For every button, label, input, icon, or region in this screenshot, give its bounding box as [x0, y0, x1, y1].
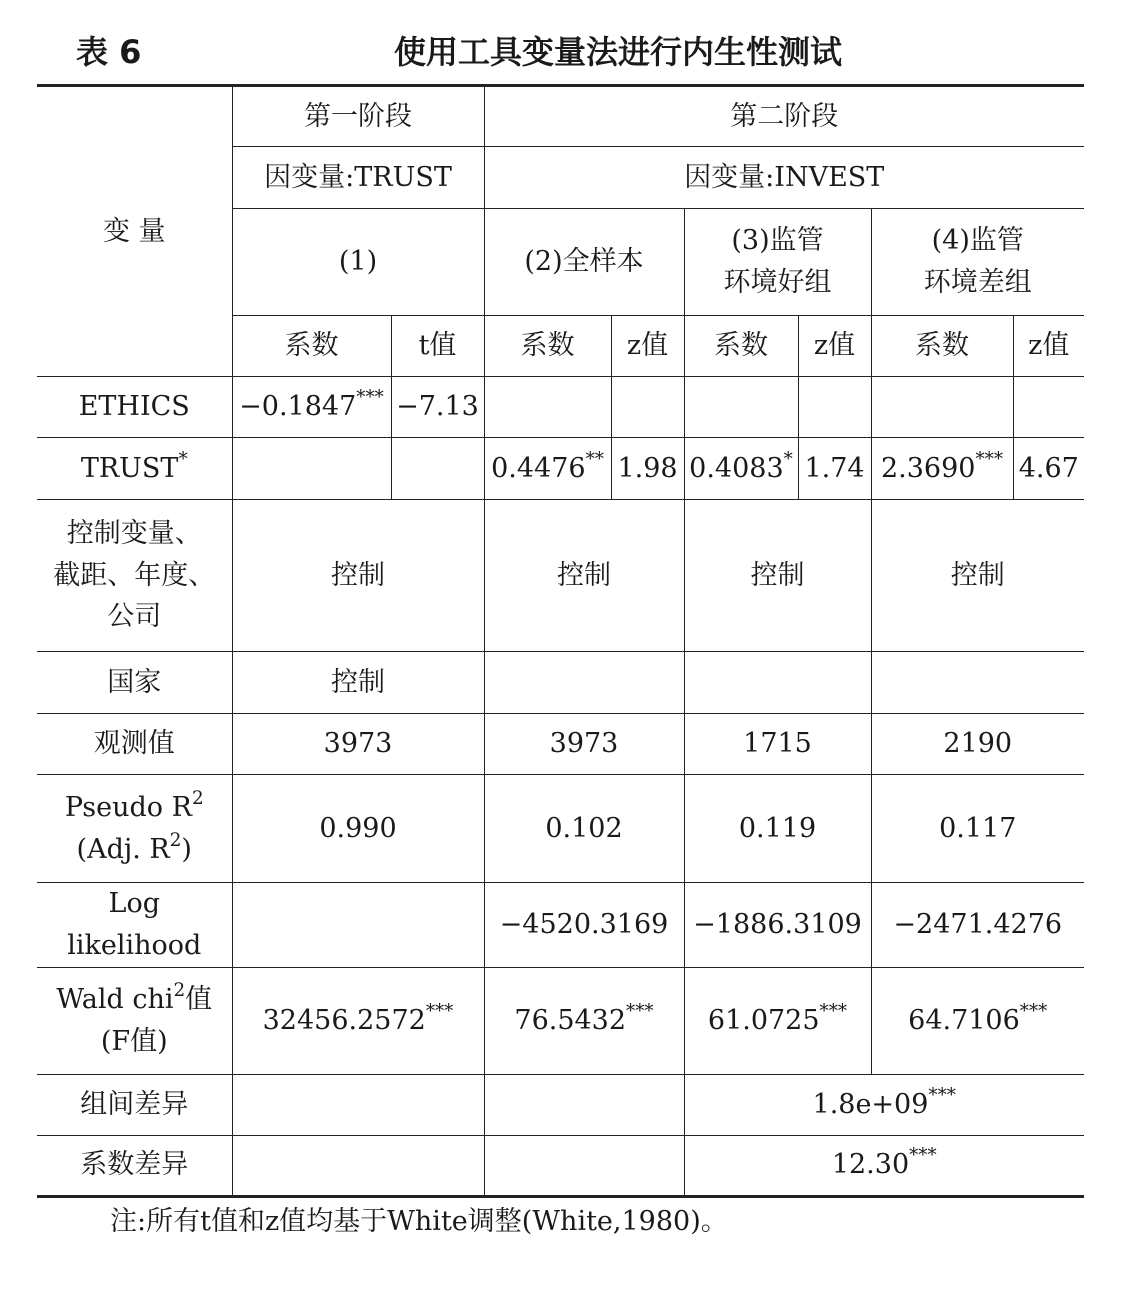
stage1-header: 第一阶段	[232, 86, 484, 147]
r2-v1: 0.990	[232, 775, 484, 883]
col3-header-line1: (3)监管	[731, 225, 824, 257]
loglik-v3: −1886.3109	[684, 883, 871, 968]
wald-v4: 64.7106***	[871, 967, 1084, 1074]
row-ethics	[37, 377, 1084, 438]
empty-cell	[232, 1135, 484, 1196]
r2-v3: 0.119	[684, 775, 871, 883]
wald-v2: 76.5432***	[484, 967, 684, 1074]
ethics-t-1: −7.13	[391, 377, 484, 438]
empty-cell	[232, 883, 484, 968]
table-title-line	[38, 22, 1084, 82]
trust-z-3: 1.74	[798, 438, 871, 500]
row-country	[37, 652, 1084, 714]
loglik-v2: −4520.3169	[484, 883, 684, 968]
ethics-coef-1: −0.1847***	[232, 377, 391, 438]
empty-cell	[684, 652, 871, 714]
row-coef-difference	[37, 1135, 1084, 1196]
controls-v3: 控制	[684, 500, 871, 652]
coefdiff-label: 系数差异	[37, 1135, 232, 1196]
r2-v4: 0.117	[871, 775, 1084, 883]
wald-v3: 61.0725***	[684, 967, 871, 1074]
col3-header	[684, 209, 871, 316]
trust-coef-2: 0.4476**	[484, 438, 611, 500]
header-row-stage	[37, 86, 1084, 147]
empty-cell	[1013, 377, 1084, 438]
col2-header: (2)全样本	[484, 209, 684, 316]
row-controls	[37, 500, 1084, 652]
obs-v4: 2190	[871, 714, 1084, 775]
table-number: 表 6	[76, 33, 142, 71]
row-observations	[37, 714, 1084, 775]
empty-cell	[798, 377, 871, 438]
empty-cell	[484, 1074, 684, 1135]
empty-cell	[484, 1135, 684, 1196]
variable-header: 变 量	[37, 86, 232, 377]
dv2-header: 因变量:INVEST	[484, 147, 1084, 209]
row-r2	[37, 775, 1084, 883]
country-v1: 控制	[232, 652, 484, 714]
coef-header-1: 系数	[232, 316, 391, 377]
empty-cell	[232, 1074, 484, 1135]
coefdiff-value: 12.30***	[684, 1135, 1084, 1196]
wald-label: Wald chi$^2$值 (F值)	[37, 967, 232, 1074]
empty-cell	[871, 377, 1013, 438]
wald-v1: 32456.2572***	[232, 967, 484, 1074]
obs-v2: 3973	[484, 714, 684, 775]
empty-cell	[611, 377, 684, 438]
row-log-likelihood	[37, 883, 1084, 968]
col4-header-line2: 环境差组	[923, 267, 1032, 298]
obs-label: 观测值	[37, 714, 232, 775]
coef-header-4: 系数	[871, 316, 1013, 377]
obs-v1: 3973	[232, 714, 484, 775]
empty-cell	[391, 438, 484, 500]
trust-z-2: 1.98	[611, 438, 684, 500]
coef-header-3: 系数	[684, 316, 798, 377]
row-trust	[37, 438, 1084, 500]
empty-cell	[684, 377, 798, 438]
dv1-header: 因变量:TRUST	[232, 147, 484, 209]
empty-cell	[484, 652, 684, 714]
controls-v4: 控制	[871, 500, 1084, 652]
trust-z-4: 4.67	[1013, 438, 1084, 500]
table-title: 使用工具变量法进行内生性测试	[393, 33, 842, 71]
country-label: 国家	[37, 652, 232, 714]
groupdiff-label: 组间差异	[37, 1074, 232, 1135]
row-wald	[37, 967, 1084, 1074]
col3-header-line2: 环境好组	[723, 267, 832, 298]
col4-header	[871, 209, 1084, 316]
ethics-label: ETHICS	[37, 377, 232, 438]
loglik-v4: −2471.4276	[871, 883, 1084, 968]
trust-coef-3: 0.4083*	[684, 438, 798, 500]
results-table	[37, 84, 1084, 1198]
trust-label: TRUST*	[37, 438, 232, 500]
row-group-difference	[37, 1074, 1084, 1135]
groupdiff-value: 1.8e+09***	[684, 1074, 1084, 1135]
controls-v1: 控制	[232, 500, 484, 652]
z-header-4: z值	[1013, 316, 1084, 377]
t-header-1: t值	[391, 316, 484, 377]
r2-label: Pseudo $R^2$ (Adj. $R^2$)	[37, 775, 232, 883]
col1-header: (1)	[232, 209, 484, 316]
obs-v3: 1715	[684, 714, 871, 775]
controls-label: 控制变量、 截距、年度、 公司	[37, 500, 232, 652]
empty-cell	[232, 438, 391, 500]
z-header-3: z值	[798, 316, 871, 377]
table-note: 注:所有t值和z值均基于White调整(White,1980)。	[110, 1206, 728, 1237]
coef-header-2: 系数	[484, 316, 611, 377]
stage2-header: 第二阶段	[484, 86, 1084, 147]
empty-cell	[484, 377, 611, 438]
loglik-label: Log likelihood	[37, 883, 232, 968]
col4-header-line1: (4)监管	[931, 225, 1024, 257]
controls-v2: 控制	[484, 500, 684, 652]
z-header-2: z值	[611, 316, 684, 377]
r2-v2: 0.102	[484, 775, 684, 883]
trust-coef-4: 2.3690***	[871, 438, 1013, 500]
empty-cell	[871, 652, 1084, 714]
